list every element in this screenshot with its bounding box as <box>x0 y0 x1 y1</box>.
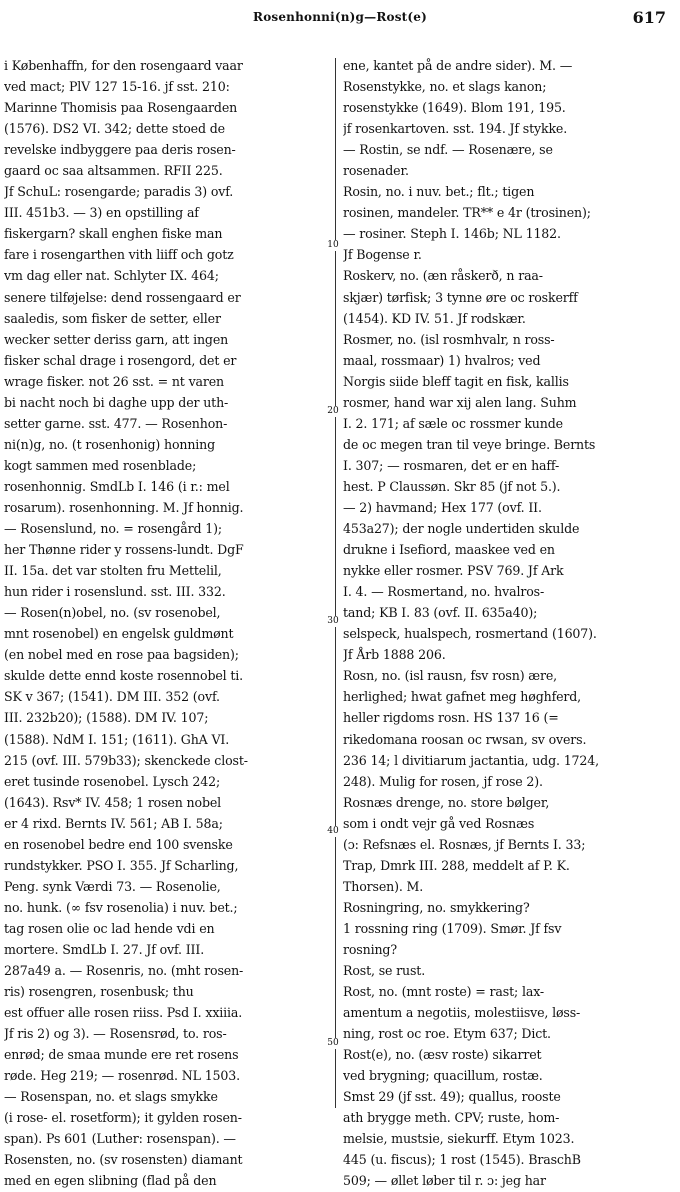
text-line: amentum a negotiis, molestiisve, løss- <box>343 1005 581 1021</box>
left-column <box>4 55 328 1192</box>
text-line: mortere. SmdLb I. 27. Jf ovf. III. <box>4 941 205 957</box>
text-line: 445 (u. fiscus); 1 rost (1545). BraschB <box>343 1152 581 1168</box>
text-line: ni(n)g, no. (t rosenhonig) honning <box>4 436 216 452</box>
text-line: rosenhonnig. SmdLb I. 146 (i r.: mel <box>4 478 230 494</box>
text-line: 287a49 a. — Rosenris, no. (mht rosen- <box>4 963 244 979</box>
text-line: tag rosen olie oc lad hende vdi en <box>4 920 215 936</box>
text-line: II. 15a. det var stolten fru Mettelil, <box>4 563 222 579</box>
text-line: I. 4. — Rosmertand, no. hvalros- <box>343 584 545 600</box>
text-line: nykke eller rosmer. PSV 769. Jf Ark <box>343 563 564 579</box>
text-line: ath brygge meth. CPV; ruste, hom- <box>343 1110 560 1126</box>
text-line: røde. Heg 219; — rosenrød. NL 1503. <box>4 1068 240 1084</box>
text-line: saaledis, som fisker de setter, eller <box>4 310 221 326</box>
text-line: (en nobel med en rose paa bagsiden); <box>4 647 239 663</box>
text-line: Rosenstykke, no. et slags kanon; <box>343 79 547 95</box>
text-line: — 2) havmand; Hex 177 (ovf. II. <box>343 499 542 515</box>
text-line: Jf Årb 1888 206. <box>343 647 446 663</box>
text-line: (i rose- el. rosetform); it gylden rosen- <box>4 1110 242 1126</box>
text-line: fisker schal drage i rosengord, det er <box>4 352 237 368</box>
text-line: revelske indbyggere paa deris rosen- <box>4 142 236 158</box>
text-line: rosinen, mandeler. TR** e 4r (trosinen); <box>343 205 591 221</box>
page-header <box>0 8 680 32</box>
text-line: heller rigdoms rosn. HS 137 16 (= <box>343 710 559 726</box>
text-line: Rosnæs drenge, no. store bølger, <box>343 794 550 810</box>
text-line: Smst 29 (jf sst. 49); quallus, rooste <box>343 1089 561 1105</box>
text-line: rosarum). rosenhonning. M. Jf honnig. <box>4 499 244 515</box>
text-line: mnt rosenobel) en engelsk guldmønt <box>4 626 234 642</box>
text-line: no. hunk. (∞ fsv rosenolia) i nuv. bet.; <box>4 899 238 915</box>
text-line: SK v 367; (1541). DM III. 352 (ovf. <box>4 689 220 705</box>
text-line: fiskergarn? skall enghen fiske man <box>4 226 223 242</box>
text-line: 248). Mulig for rosen, jf rose 2). <box>343 773 543 789</box>
text-line: Rost, se rust. <box>343 963 426 979</box>
text-line: er 4 rixd. Bernts IV. 561; AB I. 58a; <box>4 815 223 831</box>
text-line: Rosmer, no. (isl rosmhvalr, n ross- <box>343 331 555 347</box>
text-line: — rosiner. Steph I. 146b; NL 1182. <box>343 226 561 242</box>
text-line: Peng. synk Værdi 73. — Rosenolie, <box>4 878 221 894</box>
text-line: rosenstykke (1649). Blom 191, 195. <box>343 100 566 116</box>
text-line: est offuer alle rosen riiss. Psd I. xxiiia. <box>4 1005 243 1021</box>
text-line: en rosenobel bedre end 100 svenske <box>4 836 233 852</box>
text-line: melsie, mustsie, siekurff. Etym 1023. <box>343 1131 575 1147</box>
text-line: Rosn, no. (isl rausn, fsv rosn) ære, <box>343 668 558 684</box>
text-line: ene, kantet på de andre sider). M. — <box>343 58 573 73</box>
text-line: — Rosenspan, no. et slags smykke <box>4 1089 218 1105</box>
line-marker-40: 40 <box>325 826 341 837</box>
text-line: — Rosenslund, no. = rosengård 1); <box>4 521 223 537</box>
text-line: ning, rost oc roe. Etym 637; Dict. <box>343 1026 551 1042</box>
line-marker-50: 50 <box>325 1038 341 1049</box>
text-line: rundstykker. PSO I. 355. Jf Scharling, <box>4 857 239 873</box>
text-line: Trap, Dmrk III. 288, meddelt af P. K. <box>343 857 570 873</box>
text-line: (1576). DS2 VI. 342; dette stoed de <box>4 121 225 137</box>
text-line: herlighed; hwat gafnet meg høghferd, <box>343 689 582 705</box>
text-line: hun rider i rosenslund. sst. III. 332. <box>4 584 226 600</box>
text-line: vm dag eller nat. Schlyter IX. 464; <box>4 268 219 284</box>
text-line: Norgis siide bleff tagit en fisk, kallis <box>343 373 569 389</box>
text-line: senere tilføjelse: dend rossengaard er <box>4 289 241 305</box>
text-line: Jf SchuL: rosengarde; paradis 3) ovf. <box>4 184 234 200</box>
running-head: Rosenhonni(n)g—Rost(e) <box>253 10 427 24</box>
text-line: de oc megen tran til veye bringe. Bernts <box>343 436 596 452</box>
line-marker-20: 20 <box>325 406 341 417</box>
text-line: 1 rossning ring (1709). Smør. Jf fsv <box>343 920 562 936</box>
column-divider <box>335 58 336 1108</box>
line-marker-30: 30 <box>325 616 341 627</box>
text-line: 453a27); der nogle undertiden skulde <box>343 521 580 537</box>
text-line: Rost, no. (mnt roste) = rast; lax- <box>343 984 545 1000</box>
text-line: gaard oc saa altsammen. RFII 225. <box>4 163 223 179</box>
text-line: III. 232b20); (1588). DM IV. 107; <box>4 710 209 726</box>
text-line: fare i rosengarthen vith liiff och gotz <box>4 247 234 263</box>
page-number: 617 <box>632 8 666 27</box>
text-line: I. 307; — rosmaren, det er en haff- <box>343 457 560 473</box>
text-line: Roskerv, no. (æn råskerð, n raa- <box>343 268 543 284</box>
text-line: (ɔ: Refsnæs el. Rosnæs, jf Bernts I. 33; <box>343 836 586 852</box>
text-line: Thorsen). M. <box>343 878 424 894</box>
text-line: (1643). Rsv* IV. 458; 1 rosen nobel <box>4 794 222 810</box>
text-line: setter garne. sst. 477. — Rosenhon- <box>4 415 228 431</box>
text-line: skjær) tørfisk; 3 tynne øre oc roskerff <box>343 289 578 305</box>
text-line: 236 14; l divitiarum jactantia, udg. 1724, <box>343 752 599 768</box>
text-line: 215 (ovf. III. 579b33); skenckede clost- <box>4 752 248 768</box>
text-line: Rosin, no. i nuv. bet.; flt.; tigen <box>343 184 535 200</box>
text-line: her Thønne rider y rossens-lundt. DgF <box>4 542 244 558</box>
text-line: med en egen slibning (flad på den <box>4 1173 217 1189</box>
text-line: rikedomana roosan oc rwsan, sv overs. <box>343 731 587 747</box>
text-line: Rosensten, no. (sv rosensten) diamant <box>4 1152 243 1168</box>
text-line: ris) rosengren, rosenbusk; thu <box>4 984 194 1000</box>
text-line: I. 2. 171; af sæle oc rossmer kunde <box>343 415 563 431</box>
text-line: Marinne Thomisis paa Rosengaarden <box>4 100 238 116</box>
text-line: rosning? <box>343 941 397 957</box>
text-line: Jf ris 2) og 3). — Rosensrød, to. ros- <box>4 1026 227 1042</box>
text-line: i Københaffn, for den rosengaard vaar <box>4 58 243 73</box>
text-line: skulde dette ennd koste rosennobel ti. <box>4 668 244 684</box>
text-line: — Rostin, se ndf. — Rosenære, se <box>343 142 553 158</box>
text-line: (1588). NdM I. 151; (1611). GhA VI. <box>4 731 230 747</box>
right-column <box>343 55 669 1192</box>
text-line: Jf Bogense r. <box>343 247 422 263</box>
text-line: enrød; de smaa munde ere ret rosens <box>4 1047 239 1063</box>
text-line: wrage fisker. not 26 sst. = nt varen <box>4 373 225 389</box>
text-line: eret tusinde rosenobel. Lysch 242; <box>4 773 221 789</box>
text-line: maal, rossmaar) 1) hvalros; ved <box>343 352 541 368</box>
text-line: Rosningring, no. smykkering? <box>343 899 530 915</box>
text-line: ved brygning; quacillum, rostæ. <box>343 1068 543 1084</box>
line-marker-10: 10 <box>325 240 341 251</box>
text-line: wecker setter deriss garn, att ingen <box>4 331 229 347</box>
text-line: jf rosenkartoven. sst. 194. Jf stykke. <box>343 121 568 137</box>
text-line: span). Ps 601 (Luther: rosenspan). — <box>4 1131 236 1147</box>
text-line: som i ondt vejr gå ved Rosnæs <box>343 815 535 831</box>
text-line: rosenader. <box>343 163 409 179</box>
text-line: (1454). KD IV. 51. Jf rodskær. <box>343 310 526 326</box>
text-line: tand; KB I. 83 (ovf. II. 635a40); <box>343 605 538 621</box>
text-line: bi nacht noch bi daghe upp der uth- <box>4 394 229 410</box>
text-line: III. 451b3. — 3) en opstilling af <box>4 205 199 221</box>
text-line: 509; — øllet løber til r. ɔ: jeg har <box>343 1173 546 1189</box>
text-line: Rost(e), no. (æsv roste) sikarret <box>343 1047 542 1063</box>
text-line: rosmer, hand war xij alen lang. Suhm <box>343 394 577 410</box>
text-line: — Rosen(n)obel, no. (sv rosenobel, <box>4 605 221 621</box>
text-line: ved mact; PlV 127 15-16. jf sst. 210: <box>4 79 230 95</box>
text-line: kogt sammen med rosenblade; <box>4 457 197 473</box>
text-line: selspeck, hualspech, rosmertand (1607). <box>343 626 597 642</box>
text-line: drukne i Isefiord, maaskee ved en <box>343 542 555 558</box>
text-line: hest. P Claussøn. Skr 85 (jf not 5.). <box>343 478 561 494</box>
